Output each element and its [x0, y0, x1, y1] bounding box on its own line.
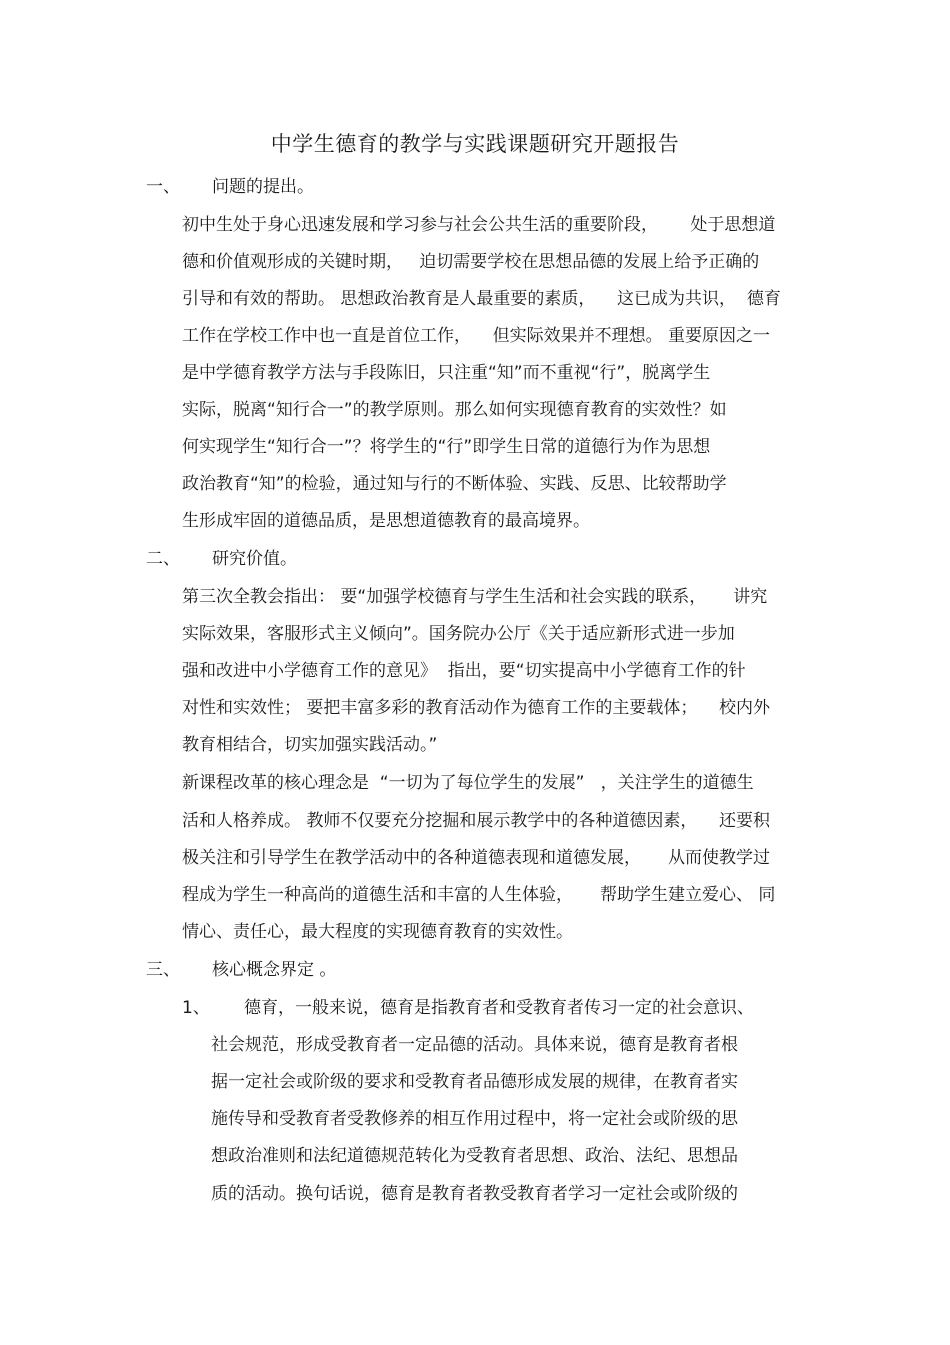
paragraph-line: 施传导和受教育者受教修养的相互作用过程中，将一定社会或阶级的思	[211, 1109, 738, 1129]
paragraph-line: 教育相结合，切实加强实践活动。”	[182, 735, 438, 755]
paragraph-line: 活和人格养成。 教师不仅要充分挖掘和展示教学中的各种道德因素， 还要积	[182, 811, 771, 831]
paragraph-line: 社会规范，形成受教育者一定品德的活动。具体来说，德育是教育者根	[211, 1035, 738, 1055]
paragraph-line: 引导和有效的帮助。 思想政治教育是人最重要的素质， 这已成为共识， 德育	[182, 289, 781, 309]
paragraph-line: 德和价值观形成的关键时期， 迫切需要学校在思想品德的发展上给予正确的	[182, 252, 760, 272]
paragraph-line: 情心、责任心，最大程度的实现德育教育的实效性。	[182, 922, 573, 942]
paragraph-line: 极关注和引导学生在教学活动中的各种道德表现和道德发展， 从而使教学过	[182, 848, 771, 868]
paragraph-line: 政治教育“知”的检验，通过知与行的不断体验、实践、反思、比较帮助学	[182, 474, 727, 494]
paragraph-line: 实际效果，客服形式主义倾向”。国务院办公厅《关于适应新形式进一步加	[182, 624, 735, 644]
paragraph-line: 质的活动。换句话说，德育是教育者教受教育者学习一定社会或阶级的	[211, 1184, 738, 1204]
paragraph-line: 强和改进中小学德育工作的意见》 指出，要“切实提高中小学德育工作的针	[182, 661, 746, 681]
list-item-first-line: 德育，一般来说，德育是指教育者和受教育者传习一定的社会意识、	[244, 998, 754, 1018]
section-title: 研究价值。	[212, 549, 297, 569]
paragraph-line: 程成为学生一种高尚的道德生活和丰富的人生体验， 帮助学生建立爱心、 同	[182, 885, 776, 905]
section-title: 核心概念界定 。	[212, 960, 337, 980]
section-number: 二、	[146, 549, 180, 569]
section-heading-2	[146, 546, 297, 572]
section-heading-1	[146, 174, 314, 200]
paragraph-line: 据一定社会或阶级的要求和受教育者品德形成发展的规律，在教育者实	[211, 1072, 738, 1092]
section-number: 三、	[146, 960, 180, 980]
paragraph-line: 初中生处于身心迅速发展和学习参与社会公共生活的重要阶段， 处于思想道	[182, 215, 776, 235]
paragraph-line: 工作在学校工作中也一直是首位工作， 但实际效果并不理想。 重要原因之一	[182, 326, 771, 346]
paragraph-line: 生形成牢固的道德品质，是思想道德教育的最高境界。	[182, 511, 590, 531]
paragraph-line: 想政治准则和法纪道德规范转化为受教育者思想、政治、法纪、思想品	[211, 1146, 738, 1166]
paragraph-line: 实际，脱离“知行合一”的教学原则。那么如何实现德育教育的实效性？如	[182, 400, 727, 420]
paragraph-line: 第三次全教会指出： 要“加强学校德育与学生生活和社会实践的联系， 讲究	[182, 587, 768, 607]
section-number: 一、	[146, 177, 180, 197]
section-title: 问题的提出。	[212, 177, 314, 197]
paragraph-line: 对性和实效性； 要把丰富多彩的教育活动作为德育工作的主要载体； 校内外	[182, 698, 771, 718]
document-title: 中学生德育的教学与实践课题研究开题报告	[270, 132, 680, 156]
paragraph-line: 新课程改革的核心理念是 “一切为了每位学生的发展” ，关注学生的道德生	[182, 773, 754, 793]
paragraph-line: 何实现学生“知行合一”？将学生的“行”即学生日常的道德行为作为思想	[182, 437, 711, 457]
list-item-number: 1、	[182, 998, 210, 1018]
section-heading-3	[146, 957, 336, 983]
paragraph-line: 是中学德育教学方法与手段陈旧，只注重“知”而不重视“行”，脱离学生	[182, 363, 711, 383]
